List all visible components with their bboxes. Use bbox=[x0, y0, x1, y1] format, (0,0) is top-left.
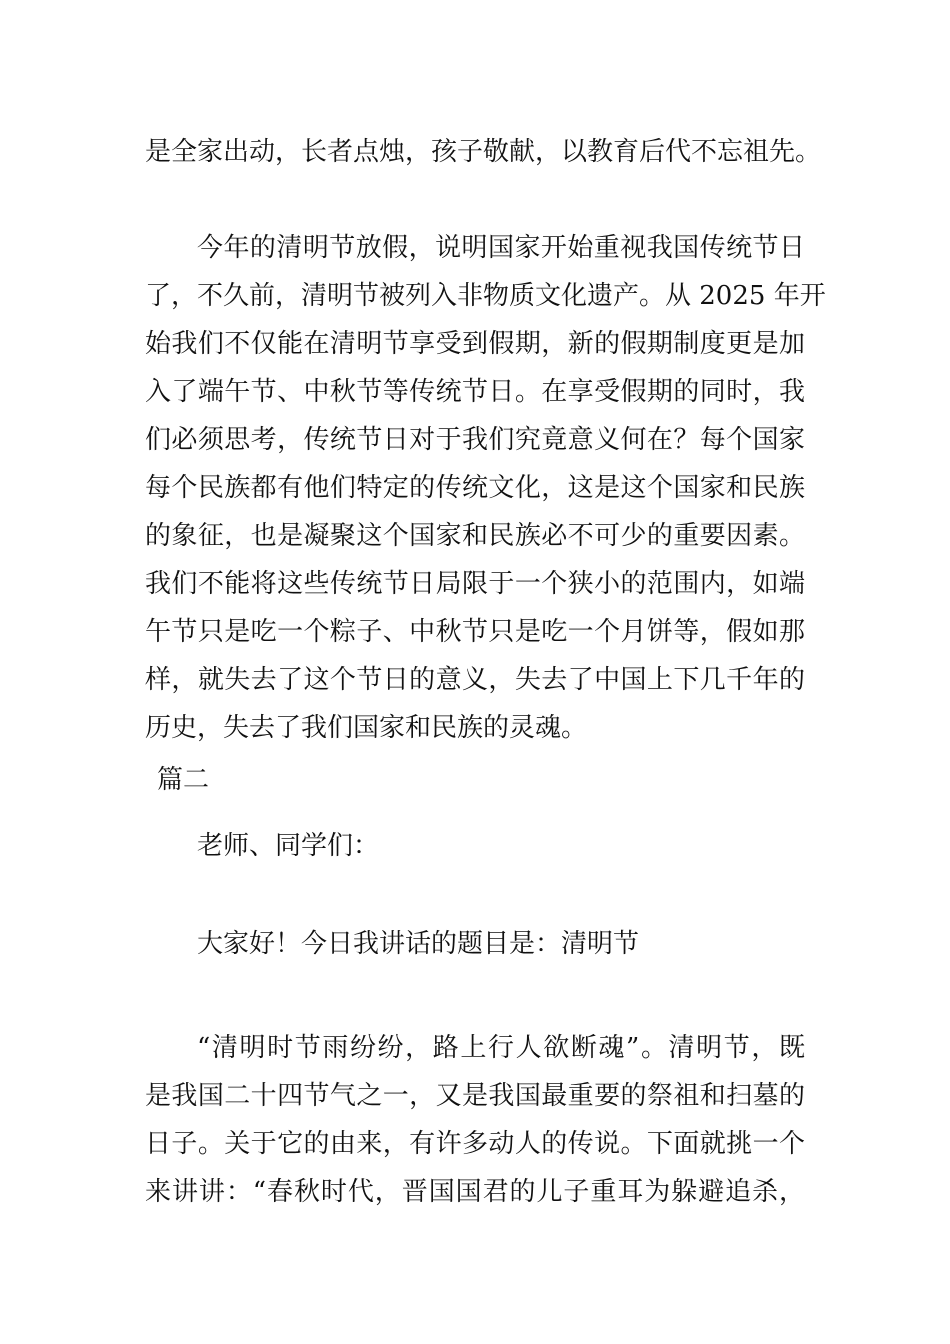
greeting-line: 老师、同学们： bbox=[197, 831, 380, 861]
paragraph-line: 样，就失去了这个节日的意义，失去了中国上下几千年的 bbox=[145, 665, 805, 695]
paragraph-line: 是我国二十四节气之一，又是我国最重要的祭祖和扫墓的 bbox=[145, 1081, 805, 1111]
paragraph-line: 入了端午节、中秋节等传统节日。在享受假期的同时，我 bbox=[145, 377, 805, 407]
paragraph-line: 午节只是吃一个粽子、中秋节只是吃一个月饼等，假如那 bbox=[145, 617, 805, 647]
paragraph-line: 们必须思考，传统节日对于我们究竟意义何在？每个国家 bbox=[145, 425, 805, 455]
paragraph-line: 日子。关于它的由来，有许多动人的传说。下面就挑一个 bbox=[145, 1129, 805, 1159]
paragraph-line: 是全家出动，长者点烛，孩子敬献，以教育后代不忘祖先。 bbox=[145, 137, 822, 167]
paragraph-line: 历史，失去了我们国家和民族的灵魂。 bbox=[145, 713, 588, 743]
paragraph-line: 始我们不仅能在清明节享受到假期，新的假期制度更是加 bbox=[145, 329, 805, 359]
paragraph-line: 来讲讲：“春秋时代，晋国国君的儿子重耳为躲避追杀， bbox=[145, 1177, 805, 1207]
paragraph-line: 我们不能将这些传统节日局限于一个狭小的范围内，如端 bbox=[145, 569, 805, 599]
paragraph-line: 的象征，也是凝聚这个国家和民族必不可少的重要因素。 bbox=[145, 521, 805, 551]
paragraph-line: 每个民族都有他们特定的传统文化，这是这个国家和民族 bbox=[145, 473, 805, 503]
paragraph-line: 今年的清明节放假，说明国家开始重视我国传统节日 bbox=[197, 233, 805, 263]
section-heading: 篇二 bbox=[157, 765, 210, 795]
paragraph-line: “清明时节雨纷纷，路上行人欲断魂”。清明节，既 bbox=[197, 1033, 805, 1063]
paragraph-line: 了，不久前，清明节被列入非物质文化遗产。从 2025 年开 bbox=[145, 281, 826, 311]
intro-line: 大家好！今日我讲话的题目是：清明节 bbox=[197, 929, 640, 959]
